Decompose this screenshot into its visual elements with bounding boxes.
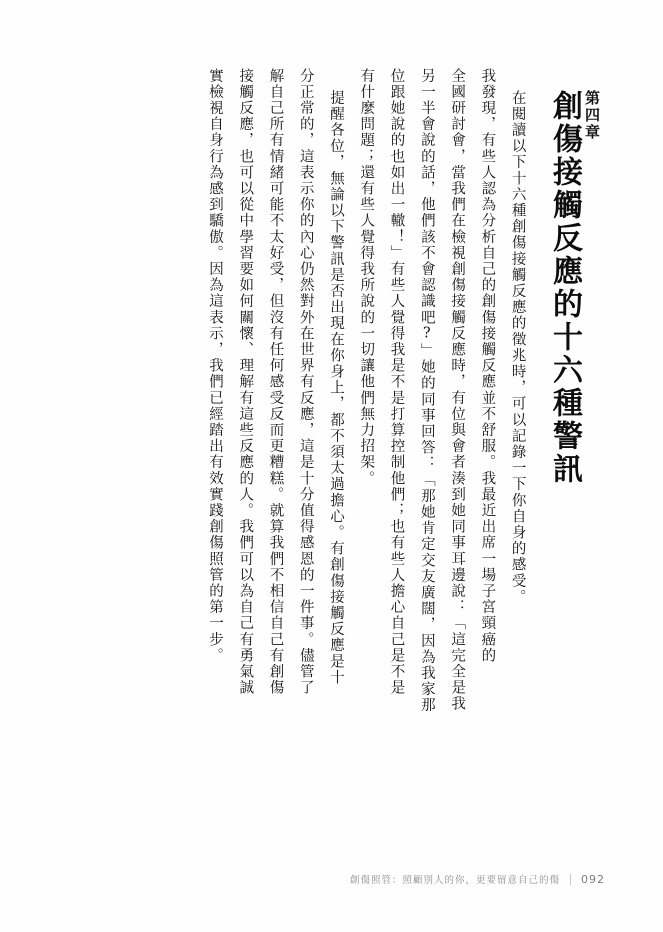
- body-line: 在閱讀以下十六種創傷接觸反應的徵兆時，可以記錄一下你自身的感受。: [509, 90, 526, 606]
- body-line: 另一半會說的話，他們該不會認識吧?」她的同事回答：「那她肯定交友廣闊，因為我家那: [418, 68, 435, 714]
- body-line: 提醒各位，無論以下警訊是否出現在你身上，都不須太過擔心。有創傷接觸反應是十: [328, 90, 345, 686]
- body-line: 有什麼問題；還有些人覺得我所說的一切讓他們無力招架。: [358, 68, 375, 487]
- page-number: 092: [581, 872, 605, 886]
- page-title: 創傷接觸反應的十六種警訊: [547, 90, 582, 486]
- footer-divider: [570, 874, 571, 885]
- body-line: 我發現，有些人認為分析自己的創傷接觸反應並不舒服。我最近出席一場子宮頸癌的: [479, 68, 496, 664]
- page-body: [96, 68, 605, 828]
- body-line: 實檢視自身行為感到驕傲。因為這表示，我們已經踏出有效實踐創傷照管的第一步。: [206, 68, 223, 664]
- body-line: 全國研討會，當我們在檢視創傷接觸反應時，有位與會者湊到她同事耳邊說：「這完全是我: [449, 68, 466, 712]
- body-line: 分正常的，這表示你的內心仍然對外在世界有反應，這是十分值得感恩的一件事。儘管了: [297, 68, 314, 696]
- body-line: 解自己所有情緒可能不太好受，但沒有任何感受反而更糟糕。就算我們不相信自己有創傷: [267, 68, 284, 696]
- page-footer: [0, 872, 605, 886]
- chapter-heading-block: [548, 68, 605, 486]
- chapter-label: 第四章: [583, 90, 601, 141]
- body-text-columns: [199, 68, 532, 780]
- body-line: 接觸反應，也可以從中學習要如何關懷、理解有這些反應的人。我們可以為自己有勇氣誠: [237, 68, 254, 696]
- body-line: 位跟她說的也如出一轍！」有些人覺得我是不是打算控制他們；也有些人擔心自己是不是: [388, 68, 405, 696]
- running-title: 創傷照管：照顧別人的你，更要留意自己的傷: [349, 875, 560, 886]
